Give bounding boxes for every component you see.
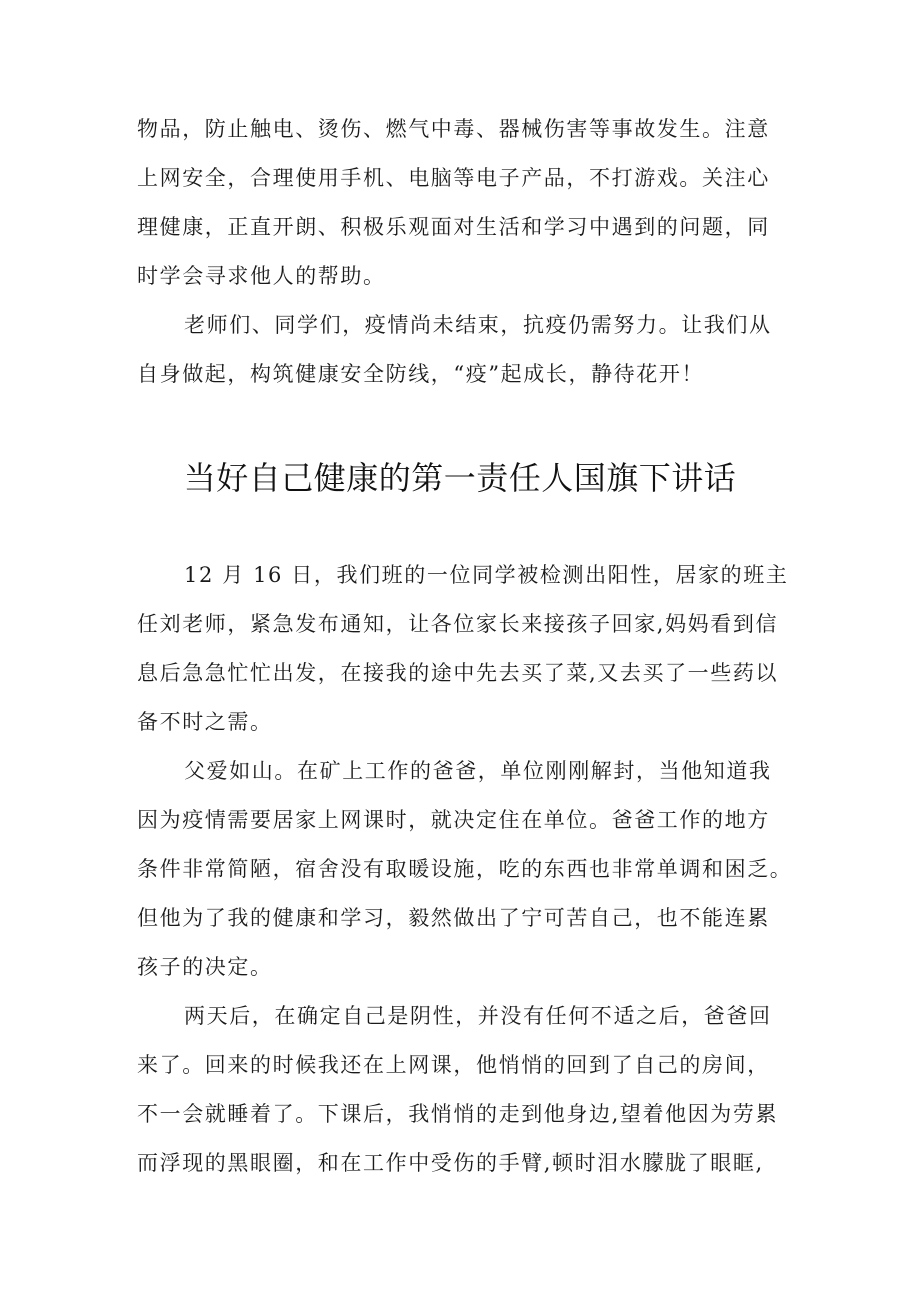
p2-line-3: 条件非常简陋，宿舍没有取暖设施，吃的东西也非常单调和困乏。: [137, 857, 793, 881]
p3-line-1: 两天后，在确定自己是阴性，并没有任何不适之后，爸爸回: [184, 1004, 772, 1028]
p2-line-2: 因为疫情需要居家上网课时，就决定住在单位。爸爸工作的地方: [137, 808, 770, 832]
intro-line-2: 上网安全，合理使用手机、电脑等电子产品，不打游戏。关注心: [137, 166, 770, 190]
p1-line-3: 息后急急忙忙出发，在接我的途中先去买了菜,又去买了一些药以: [137, 661, 779, 685]
p1-line-4: 备不时之需。: [137, 710, 273, 734]
intro-line-1: 物品，防止触电、烫伤、燃气中毒、器械伤害等事故发生。注意: [137, 117, 770, 141]
intro-line-4: 时学会寻求他人的帮助。: [137, 264, 386, 288]
p3-line-2: 来了。回来的时候我还在上网课，他悄悄的回到了自己的房间，: [137, 1053, 770, 1077]
p2-line-1: 父爱如山。在矿上工作的爸爸，单位刚刚解封，当他知道我: [184, 759, 772, 783]
p3-line-3: 不一会就睡着了。下课后，我悄悄的走到他身边,望着他因为劳累: [137, 1102, 779, 1126]
closing-line-1: 老师们、同学们，疫情尚未结束，抗疫仍需努力。让我们从: [184, 313, 772, 337]
p1-line-2: 任刘老师，紧急发布通知，让各位家长来接孩子回家,妈妈看到信: [137, 612, 779, 636]
closing-line-2: 自身做起，构筑健康安全防线，“疫”起成长，静待花开！: [137, 362, 705, 386]
intro-line-3: 理健康，正直开朗、积极乐观面对生活和学习中遇到的问题，同: [137, 215, 770, 239]
p1-line-1: 12 月 16 日，我们班的一位同学被检测出阳性，居家的班主: [184, 563, 789, 587]
p3-line-4: 而浮现的黑眼圈，和在工作中受伤的手臂,顿时泪水朦胧了眼眶,: [137, 1151, 764, 1175]
p2-line-5: 孩子的决定。: [137, 955, 273, 979]
article-title: 当好自己健康的第一责任人国旗下讲话: [183, 459, 737, 497]
p2-line-4: 但他为了我的健康和学习，毅然做出了宁可苦自己，也不能连累: [137, 906, 770, 930]
